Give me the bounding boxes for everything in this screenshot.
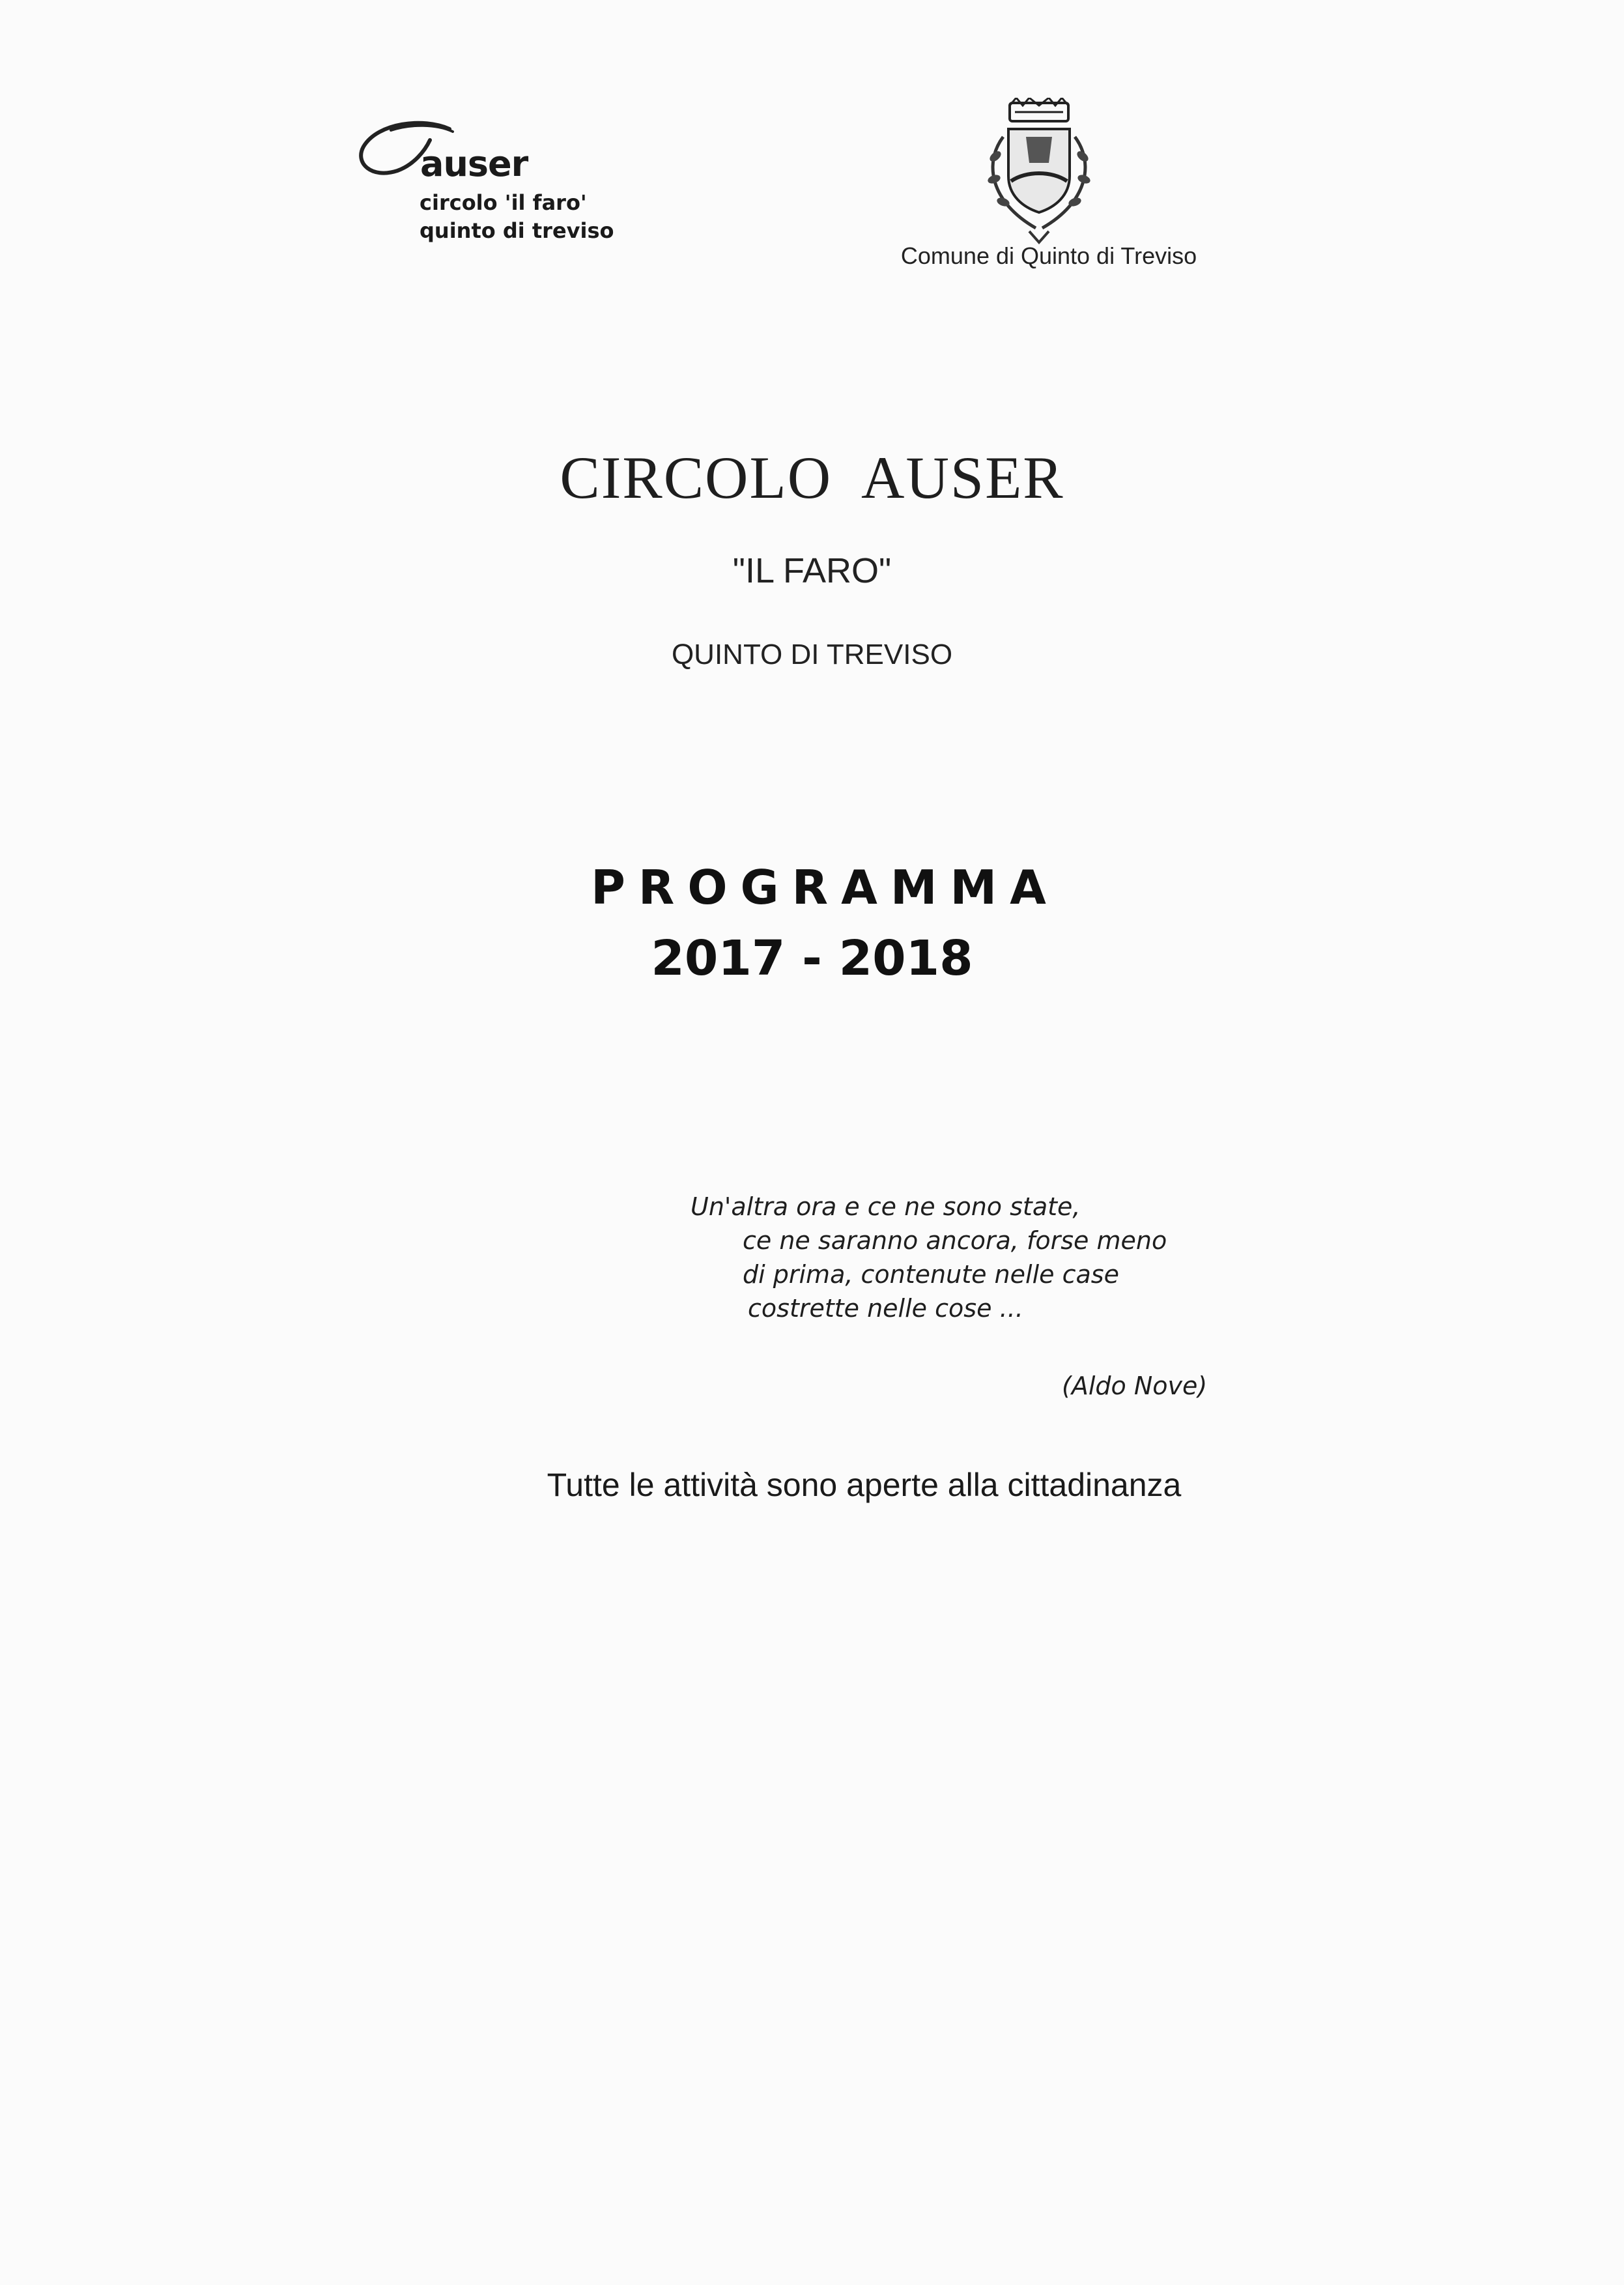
auser-brand: auser — [420, 143, 528, 184]
quote-line: Un'altra ora e ce ne sono state, — [691, 1192, 1081, 1221]
program-years: 2017 - 2018 — [651, 930, 973, 986]
page-subtitle: "IL FARO" — [732, 551, 892, 590]
auser-circle-location: quinto di treviso — [420, 218, 614, 243]
page-title: CIRCOLO AUSER — [560, 444, 1064, 511]
auser-logo — [352, 117, 691, 254]
municipal-crest-icon — [977, 98, 1101, 248]
program-title: PROGRAMMA — [591, 860, 1059, 915]
quote-line: di prima, contenute nelle case — [743, 1260, 1119, 1289]
location-label: QUINTO DI TREVISO — [671, 639, 953, 670]
footer-note: Tutte le attività sono aperte alla cittadinanza — [547, 1467, 1182, 1503]
quote-line: costrette nelle cose ... — [748, 1294, 1023, 1323]
quote-author: (Aldo Nove) — [1062, 1372, 1208, 1400]
quote-line: ce ne saranno ancora, forse meno — [743, 1226, 1167, 1255]
auser-circle-name: circolo 'il faro' — [420, 190, 587, 215]
comune-label: Comune di Quinto di Treviso — [900, 242, 1197, 269]
